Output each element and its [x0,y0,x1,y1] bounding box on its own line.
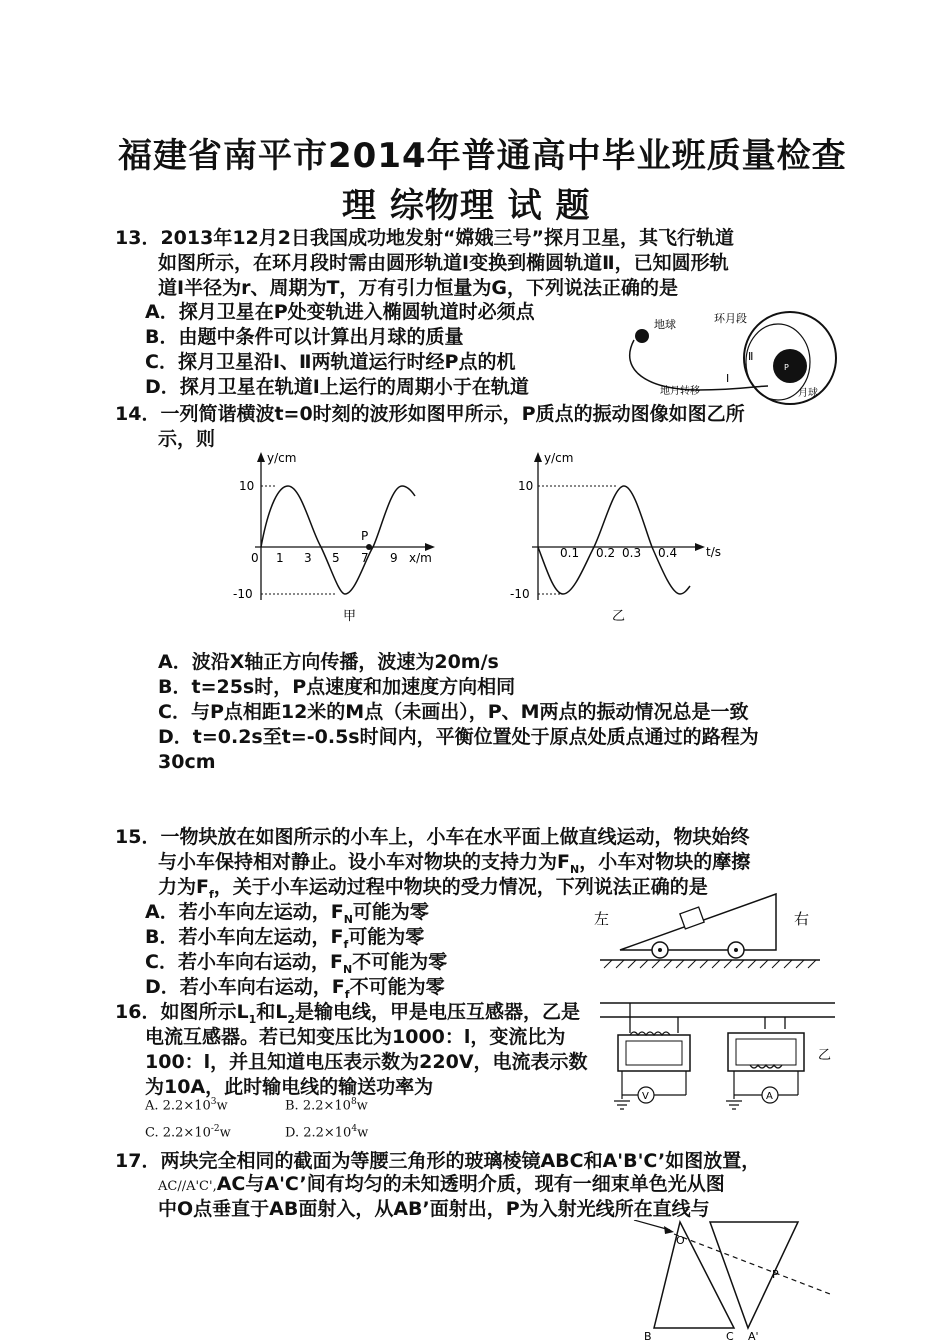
wheel-right-hub [734,948,738,952]
q17-stem-line2 [158,1172,725,1199]
q16-stem1c: 是输电线，甲是电压互感器，乙是 [294,1001,580,1023]
q15-a-pre: A．若小车向左运动，F [145,901,344,923]
q16-option-d [285,1124,368,1140]
x-tick-0.1: 0.1 [560,546,580,560]
q15-b-post: 可能为零 [348,926,425,948]
left-label: 左 [594,910,610,928]
label-b: B [644,1330,652,1343]
label-c: C [726,1330,734,1343]
y-tick-neg10: -10 [510,587,530,601]
y-axis-label: y/cm [544,451,574,465]
prism-abc [654,1222,734,1328]
q16-b-post: w [356,1098,368,1114]
q14-wave-graph [225,450,445,630]
q16-option-b [285,1097,368,1113]
q16-option-a [145,1097,228,1113]
q14-stem-line1: 14．一列简谐横波t=0时刻的波形如图甲所示，P质点的振动图像如图乙所 [115,403,745,425]
vibration-curve [538,486,690,594]
q14-vibration-graph [510,450,740,630]
point-p-label: P [784,363,789,372]
q16-c-sup: -2 [210,1124,220,1134]
ray-arrow [664,1226,674,1234]
q14-option-c: C．与P点相距12米的M点（未画出），P、M两点的振动情况总是一致 [158,701,749,723]
q14-option-a: A．波沿X轴正方向传播，波速为20m/s [158,651,499,673]
q15-d-pre: D．若小车向右运动，F [145,976,345,998]
x-axis-label: x/m [409,551,432,565]
q13-stem-line2: 如图所示，在环月段时需由圆形轨道Ⅰ变换到椭圆轨道Ⅱ，已知圆形轨 [158,252,729,274]
q16-d-pre: D. 2.2×10 [285,1125,352,1141]
x-axis-label: t/s [706,545,721,559]
q16-stem-line4: 为10A，此时输电线的输送功率为 [145,1076,434,1098]
q15-stem2-sub: N [569,862,580,876]
moon-icon [773,349,807,383]
q17-stem-line3: 中O点垂直于AB面射入，从AB’面射出，P为入射光线所在直线与 [158,1198,710,1220]
label-o: O [676,1234,685,1247]
q15-c-pre: C．若小车向右运动，F [145,951,343,973]
q15-stem3-text: 力为F [158,876,209,898]
ground-icon-left [614,1101,630,1109]
q15-c-sub: N [342,962,353,976]
paper-title-line1: 福建省南平市2014年普通高中毕业班质量检查 [118,136,847,176]
x-axis-arrow [425,543,435,551]
y-tick-neg10: -10 [233,587,253,601]
q16-stem1b: 和L [256,1001,288,1023]
x-tick-0: 0 [251,551,259,565]
q15-stem3-tail: ，关于小车运动过程中物块的受力情况，下列说法正确的是 [213,876,708,898]
y-tick-10: 10 [239,479,255,493]
q16-sub1: 1 [248,1012,257,1026]
transfer-label: 地月转移 [660,386,700,397]
graph-b-caption: 乙 [612,609,626,624]
yi-label: 乙 [818,1048,832,1063]
q16-a-sup: 3 [210,1097,217,1107]
q16-stem-line3: 100：l，并且知道电压表示数为220V，电流表示数 [145,1051,588,1073]
q15-b-sub: f [343,937,349,951]
x-tick-0.4: 0.4 [658,546,678,560]
ct-core-inner [736,1039,796,1065]
x-tick-9: 9 [390,551,398,565]
q15-c-post: 不可能为零 [352,951,448,973]
x-tick-3: 3 [304,551,312,565]
x-tick-0.2: 0.2 [596,546,616,560]
moon-label: 月球 [798,388,818,399]
graph-a-caption: 甲 [343,609,357,624]
q15-a-post: 可能为零 [352,901,429,923]
q13-option-b: B．由题中条件可以计算出月球的质量 [145,326,464,348]
q13-stem-line3: 道Ⅰ半径为r、周期为T，万有引力恒量为G，下列说法正确的是 [158,277,678,299]
q16-b-pre: B. 2.2×10 [285,1098,351,1114]
q15-stem2-tail: ，小车对物块的摩擦 [579,851,751,873]
q16-c-pre: C. 2.2×10 [145,1125,211,1141]
q15-d-sub: f [344,987,350,1001]
point-p [366,544,372,550]
q14-option-d: D．t=0.2s至t=-0.5s时间内，平衡位置处于原点处质点通过的路程为 [158,726,759,748]
paper-title-line2: 理 综物理 试 题 [342,186,591,226]
transfer-orbit [630,340,768,390]
q13-stem-line1: 13．2013年12月2日我国成功地发射“嫦娥三号”探月卫星，其飞行轨道 [115,227,734,249]
q15-d-post: 不可能为零 [349,976,445,998]
q13-orbit-figure [608,300,848,405]
y-tick-10: 10 [518,479,534,493]
q16-d-sup: 4 [351,1124,358,1134]
q16-b-sup: 8 [350,1097,357,1107]
voltmeter-label: V [642,1091,649,1102]
q17-stem-line1: 17．两块完全相同的截面为等腰三角形的玻璃棱镜ABC和A'B'C’如图放置， [115,1150,761,1172]
ammeter-label: A [766,1091,773,1102]
q17-prism-figure [620,1220,840,1344]
q16-a-post: w [216,1098,228,1114]
point-p-label: P [361,529,369,543]
wave-curve [261,486,415,594]
x-axis-arrow [695,543,705,551]
vt-core [618,1035,690,1071]
q17-stem2-small: AC//A'C', [158,1179,217,1194]
q13-option-a: A．探月卫星在P处变轨进入椭圆轨道时必须点 [145,301,535,323]
ground-hatch [604,960,816,968]
y-axis-arrow [534,452,542,462]
q16-stem1a: 16．如图所示L [115,1001,249,1023]
y-axis-label: y/cm [267,451,297,465]
label-a2: A' [748,1330,759,1343]
q15-a-sub: N [343,912,353,926]
vt-core-inner [626,1041,682,1065]
q16-d-post: w [357,1125,369,1141]
earth-label: 地球 [654,318,676,331]
label-p: P [772,1268,779,1281]
q15-stem-line1: 15．一物块放在如图所示的小车上，小车在水平面上做直线运动，物块始终 [115,826,750,848]
orbit-1-label: Ⅰ [726,372,730,385]
q16-transformer-figure [600,995,840,1120]
q17-stem2-text: AC与A'C’间有均匀的未知透明介质，现有一细束单色光从图 [216,1173,725,1195]
right-label: 右 [794,910,810,928]
q16-a-pre: A. 2.2×10 [145,1098,211,1114]
lunar-orbit-label: 环月段 [714,312,747,325]
q16-sub2: 2 [287,1012,295,1026]
ray-dashed [674,1234,830,1294]
q16-c-post: w [219,1125,231,1141]
wheel-left-hub [658,948,662,952]
y-axis-arrow [257,452,265,462]
q14-stem-line2: 示，则 [158,428,216,450]
x-tick-7: 7 [361,551,369,565]
q14-option-b: B．t=25s时，P点速度和加速度方向相同 [158,676,516,698]
x-tick-0.3: 0.3 [622,546,642,560]
q15-stem2-text: 与小车保持相对静止。设小车对物块的支持力为F [158,851,570,873]
q16-stem-line2: 电流互感器。若已知变压比为1000：l，变流比为 [145,1026,566,1048]
orbit-2-label: Ⅱ [748,350,754,363]
q13-option-c: C．探月卫星沿Ⅰ、Ⅱ两轨道运行时经P点的机 [145,351,516,373]
q16-option-c [145,1124,231,1140]
q13-option-d: D．探月卫星在轨道Ⅰ上运行的周期小于在轨道 [145,376,529,398]
q14-option-d-cont: 30cm [158,751,216,773]
ground-icon-right [726,1101,742,1109]
prism-a2b2c2 [710,1222,798,1328]
q15-b-pre: B．若小车向左运动，F [145,926,344,948]
q15-cart-figure [590,890,830,980]
x-tick-5: 5 [332,551,340,565]
x-tick-1: 1 [276,551,284,565]
earth-icon [635,329,649,343]
q15-stem3-sub: f [208,887,214,901]
